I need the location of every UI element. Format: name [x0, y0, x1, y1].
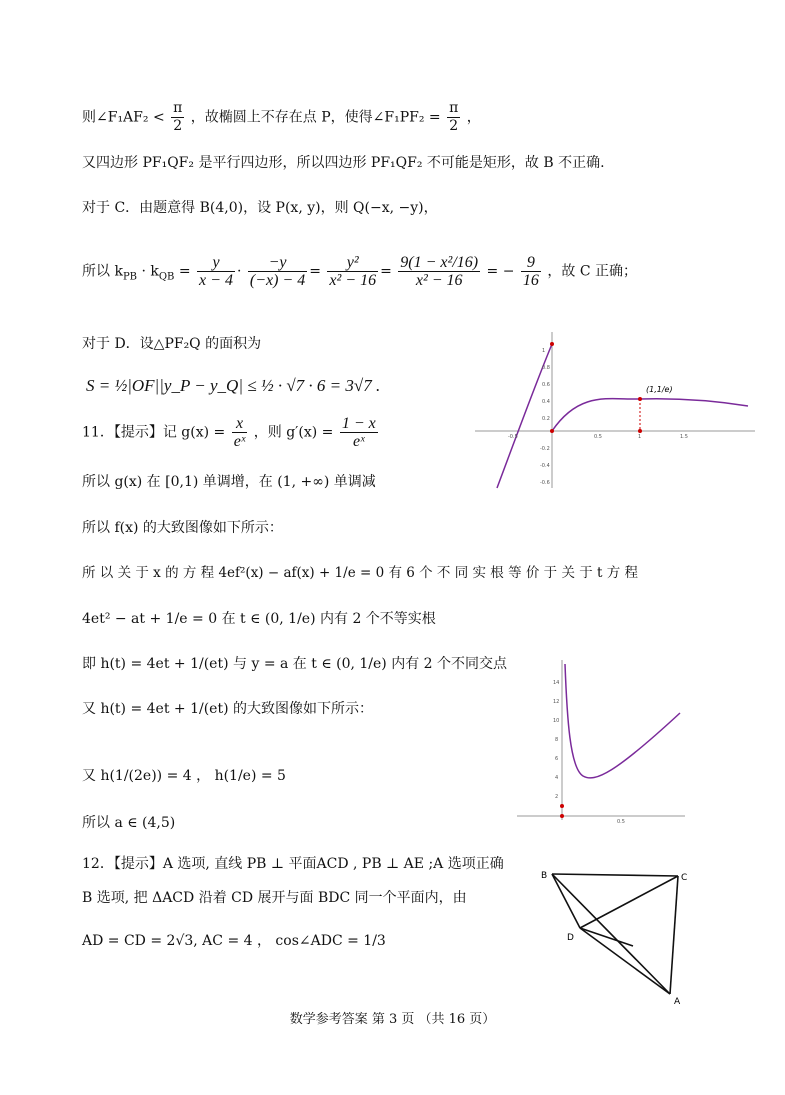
graph-h: [515, 658, 690, 823]
label-c: C: [681, 873, 688, 883]
tick: -0.4: [540, 463, 550, 469]
tick: 12: [553, 699, 560, 705]
edge-de: [580, 928, 633, 946]
line-3: 对于 C．由题意得 B(4,0)，设 P(x, y)，则 Q(−x, −y)，: [82, 200, 438, 216]
label-a: A: [674, 997, 681, 1007]
tick: 1: [638, 434, 642, 440]
edge-ca: [670, 876, 678, 994]
point-label: (1,1/e): [646, 385, 673, 394]
fraction: $\frac{x}{\text{eˣ}}$: [233, 415, 246, 450]
tick: 0.6: [542, 382, 550, 388]
tick: 0.5: [594, 434, 602, 440]
line-9: 所以 f(x) 的大致图像如下所示：: [82, 520, 283, 536]
edge-bd: [552, 874, 580, 928]
line-12: 即 h(t) = 4et + 1/(et) 与 y = a 在 t ∈ (0, 1/e) 内有 2 个不同交点: [82, 656, 508, 672]
line-7: 11．【提示】记 g(x) = $\frac{x}{\text{eˣ}}$ ，则 g′(x) = $\frac{1 - x}{\text{eˣ}}$: [82, 415, 376, 450]
fraction: $\frac{1 - x}{\text{eˣ}}$: [341, 415, 376, 450]
line-17: B 选项, 把 ΔACD 沿着 CD 展开与面 BDC 同一个平面内，由: [82, 890, 467, 906]
line-5: 对于 D．设△PF₂Q 的面积为: [82, 336, 262, 352]
tick: 0.4: [542, 399, 550, 405]
line-11: 4et² − at + 1/e = 0 在 t ∈ (0, 1/e) 内有 2 个不等实根: [82, 611, 436, 627]
line-15: 所以 a ∈ (4,5): [82, 815, 176, 831]
edge-bc: [552, 874, 678, 876]
tick: -0.5: [508, 434, 518, 440]
line-18: AD = CD = 2√3, AC = 4 ， cos∠ADC = 1/3: [82, 933, 386, 949]
label-b: B: [541, 871, 548, 881]
curve-right: [552, 399, 748, 431]
label-d: D: [567, 933, 574, 943]
point: [550, 342, 554, 346]
fraction: $\frac{\text{y²}}{\text{x² − 16}}$: [329, 254, 377, 289]
fraction: $\frac{9}{16}$: [522, 254, 539, 289]
line-10: 所 以 关 于 x 的 方 程 4ef²(x) − af(x) + 1/e = 0 有 6 个 不 同 实 根 等 价 于 关 于 t 方 程: [82, 565, 639, 581]
tick: 6: [555, 756, 559, 762]
graph-f: [470, 330, 760, 490]
tick: 0.8: [542, 365, 550, 371]
line-8: 所以 g(x) 在 [0,1) 单调增，在 (1, +∞) 单调减: [82, 474, 376, 490]
tick: 0.5: [617, 819, 625, 823]
tick: -0.2: [540, 446, 550, 452]
fraction: $\frac{\pi}{2}$: [449, 100, 459, 134]
point: [560, 814, 564, 818]
tick: 10: [553, 718, 560, 724]
point: [550, 429, 554, 433]
geometry-diagram: [535, 860, 710, 1010]
tick: 14: [553, 680, 560, 686]
edge-cd: [580, 876, 678, 928]
tick: -0.6: [540, 480, 550, 486]
point: [560, 804, 564, 808]
tick: 4: [555, 775, 559, 781]
fraction: $\frac{\pi}{2}$: [173, 100, 183, 134]
tick: 2: [555, 794, 559, 800]
line-6: S = ½|OF||y_P − y_Q| ≤ ½ · √7 · 6 = 3√7 .: [86, 376, 381, 395]
line-1: 则∠F₁AF₂ < $\frac{\pi}{2}$ ，故椭圆上不存在点 P，使得∠F₁PF₂ = $\frac{\pi}{2}$ ，: [82, 100, 481, 134]
line-14: 又 h(1/(2e)) = 4 ， h(1/e) = 5: [82, 768, 286, 784]
page-footer: 数学参考答案 第 3 页 （共 16 页）: [289, 1012, 496, 1027]
tick: 0.2: [542, 416, 550, 422]
tick: 1: [542, 348, 546, 354]
fraction: $\frac{\text{9(1 − x²/16)}}{\text{x² − 16}}$: [400, 254, 479, 289]
tick: 1.5: [680, 434, 688, 440]
fraction: $\frac{y}{x - 4}$: [199, 254, 233, 289]
edge-da: [580, 928, 670, 994]
line-2: 又四边形 PF₁QF₂ 是平行四边形，所以四边形 PF₁QF₂ 不可能是矩形，故 B 不正确.: [82, 155, 605, 171]
tick: 8: [555, 737, 559, 743]
fraction: $\frac{-y}{(-x) - 4}$: [249, 254, 306, 289]
line-4: 所以 $k_{PB} \cdot k_{QB}$ = $\frac{y}{x - 4}$ · $\frac{-y}{(-x) - 4}$ = $\frac{\text{y²}}{\text{x² − 16}}$ = $\frac{\text{9(1 − x²/16)}}{\text{x² − 16}}$ = − $\frac{9}{16}$ ，故 C 正确；: [82, 254, 637, 289]
curve: [565, 664, 680, 778]
line-13: 又 h(t) = 4et + 1/(et) 的大致图像如下所示：: [82, 701, 374, 717]
line-16: 12．【提示】A 选项, 直线 PB ⊥ 平面ACD , PB ⊥ AE ;A 选项正确: [82, 856, 504, 872]
